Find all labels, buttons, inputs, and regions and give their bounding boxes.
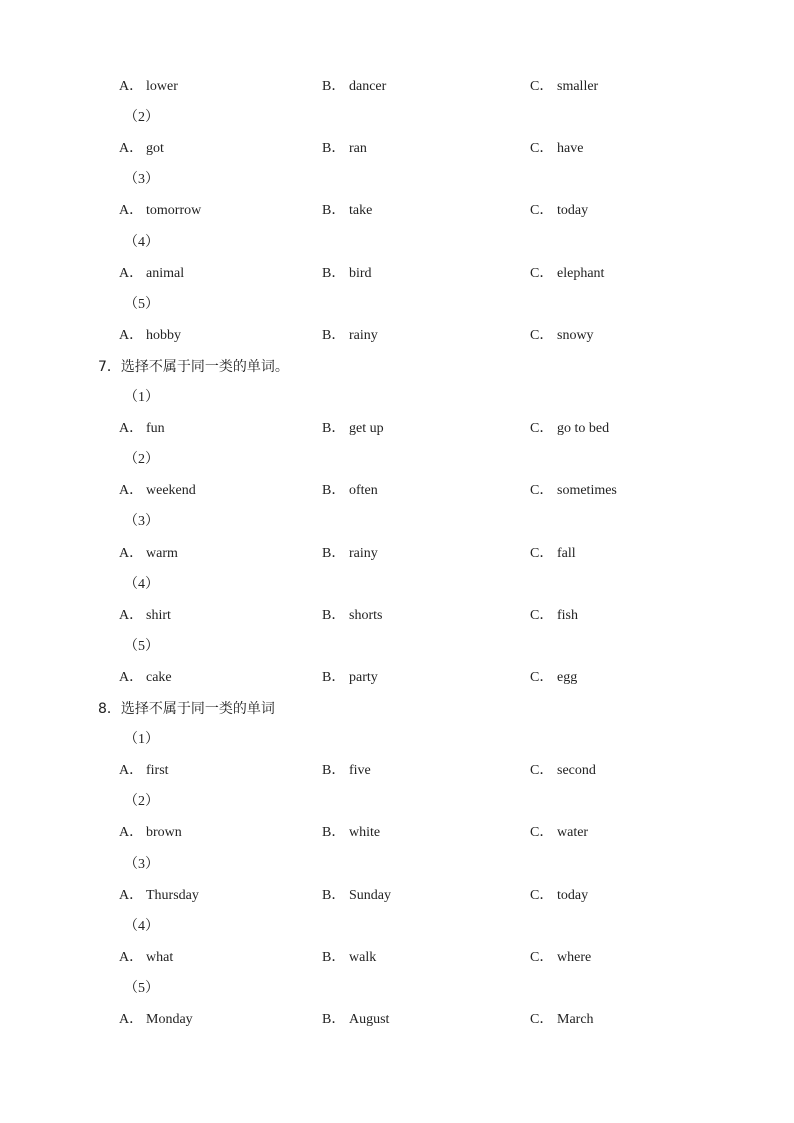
option-letter: A． (119, 203, 144, 219)
option-letter: B． (322, 887, 346, 903)
sub-question-row (0, 294, 794, 316)
option-choice (530, 200, 588, 222)
option-word: party (349, 669, 378, 685)
option-word: weekend (146, 483, 196, 499)
sub-question-number: （1） (124, 390, 159, 405)
option-choice (322, 200, 372, 222)
option-letter: C． (530, 203, 554, 219)
sub-question-row (0, 169, 794, 191)
option-word: August (349, 1012, 390, 1027)
option-letter: C． (530, 949, 554, 965)
option-choice (322, 325, 378, 347)
option-row (0, 667, 794, 689)
option-letter: B． (322, 327, 346, 343)
option-letter: B． (322, 203, 346, 219)
option-choice (119, 138, 164, 160)
option-choice (530, 263, 604, 285)
option-word: warm (146, 545, 178, 561)
option-choice (322, 885, 391, 907)
option-choice (119, 667, 172, 689)
option-row (0, 138, 794, 160)
option-letter: C． (530, 825, 554, 841)
option-letter: C． (530, 607, 554, 623)
option-letter: C． (530, 327, 554, 343)
question-title: 7．选择不属于同一类的单词。 (98, 358, 289, 375)
option-row (0, 760, 794, 782)
option-letter: C． (530, 1012, 554, 1027)
option-word: tomorrow (146, 203, 202, 219)
sub-question-row (0, 387, 794, 409)
option-word: shorts (349, 607, 383, 623)
option-choice (322, 947, 376, 969)
option-letter: C． (530, 887, 554, 903)
option-letter: B． (322, 763, 346, 779)
sub-question-number: （4） (124, 918, 159, 934)
sub-question-row (0, 636, 794, 658)
option-word: today (557, 203, 589, 219)
option-letter: B． (322, 79, 346, 94)
option-choice (530, 885, 588, 907)
option-letter: C． (530, 141, 554, 157)
option-choice (530, 418, 609, 440)
question-title-row (0, 356, 794, 378)
option-row (0, 1009, 794, 1031)
option-word: get up (349, 421, 384, 437)
option-word: Sunday (349, 887, 391, 903)
sub-question-row (0, 916, 794, 938)
option-choice (119, 1009, 193, 1031)
sub-question-number: （2） (124, 452, 159, 468)
sub-question-number: （4） (124, 234, 159, 250)
option-word: ran (349, 141, 367, 157)
option-letter: B． (322, 265, 346, 281)
option-word: white (349, 825, 381, 841)
option-word: often (349, 483, 378, 499)
option-choice (530, 1009, 594, 1031)
option-letter: B． (322, 949, 346, 965)
option-letter: C． (530, 421, 554, 437)
option-word: bird (349, 265, 372, 281)
option-choice (322, 418, 384, 440)
option-letter: C． (530, 669, 554, 685)
option-row (0, 885, 794, 907)
option-choice (322, 263, 372, 285)
option-letter: B． (322, 669, 346, 685)
option-choice (530, 76, 598, 98)
option-choice (119, 543, 178, 565)
option-row (0, 200, 794, 222)
option-choice (530, 947, 591, 969)
option-choice (119, 200, 201, 222)
option-word: where (557, 949, 592, 965)
option-letter: A． (119, 887, 144, 903)
option-word: cake (146, 669, 172, 685)
option-row (0, 325, 794, 347)
option-word: five (349, 763, 371, 779)
option-word: fall (557, 545, 576, 561)
option-choice (119, 760, 169, 782)
option-choice (530, 325, 594, 347)
option-letter: A． (119, 141, 144, 157)
option-choice (119, 325, 181, 347)
option-word: walk (349, 949, 377, 965)
option-word: sometimes (557, 483, 617, 499)
sub-question-row (0, 232, 794, 254)
option-letter: A． (119, 265, 144, 281)
option-word: rainy (349, 327, 378, 343)
option-choice (119, 418, 165, 440)
option-choice (530, 605, 578, 627)
sub-question-number: （1） (124, 732, 159, 748)
option-word: hobby (146, 327, 181, 343)
sub-question-row (0, 729, 794, 751)
option-choice (119, 263, 184, 285)
option-letter: A． (119, 825, 144, 841)
option-word: elephant (557, 265, 605, 281)
option-word: snowy (557, 327, 594, 343)
option-word: March (557, 1012, 594, 1027)
sub-question-row (0, 574, 794, 596)
option-word: water (557, 825, 589, 841)
option-choice (322, 667, 378, 689)
option-choice (322, 822, 380, 844)
sub-question-number: （3） (124, 172, 159, 188)
option-word: first (146, 763, 169, 779)
option-row (0, 480, 794, 502)
option-letter: B． (322, 483, 346, 499)
option-word: fish (557, 607, 578, 623)
option-word: dancer (349, 79, 387, 94)
option-word: have (557, 141, 584, 157)
sub-question-row (0, 449, 794, 471)
option-choice (119, 76, 178, 98)
option-word: Thursday (146, 887, 199, 903)
option-word: today (557, 887, 589, 903)
option-word: egg (557, 669, 578, 685)
option-letter: B． (322, 1012, 346, 1027)
question-title: 8．选择不属于同一类的单词 (98, 701, 275, 717)
option-letter: B． (322, 141, 346, 157)
option-choice (530, 760, 596, 782)
option-letter: C． (530, 545, 554, 561)
sub-question-row (0, 854, 794, 876)
option-row (0, 947, 794, 969)
option-choice (322, 760, 371, 782)
option-choice (530, 543, 576, 565)
option-row (0, 263, 794, 285)
option-row (0, 418, 794, 440)
option-choice (530, 667, 577, 689)
option-letter: A． (119, 79, 144, 94)
option-choice (530, 822, 588, 844)
sub-question-number: （5） (124, 980, 159, 996)
option-letter: C． (530, 763, 554, 779)
option-choice (322, 138, 367, 160)
option-choice (322, 543, 378, 565)
sub-question-number: （3） (124, 514, 159, 530)
option-word: Monday (146, 1012, 193, 1027)
option-word: brown (146, 825, 182, 841)
question-title-row (0, 698, 794, 720)
option-letter: A． (119, 327, 144, 343)
option-letter: A． (119, 421, 144, 437)
option-word: shirt (146, 607, 171, 623)
option-word: fun (146, 421, 165, 437)
sub-question-number: （5） (124, 296, 159, 312)
sub-question-number: （3） (124, 856, 159, 872)
option-letter: A． (119, 483, 144, 499)
option-letter: A． (119, 1012, 144, 1027)
option-word: rainy (349, 545, 378, 561)
option-letter: C． (530, 79, 554, 94)
sub-question-row (0, 511, 794, 533)
sub-question-row (0, 791, 794, 813)
option-letter: B． (322, 421, 346, 437)
sub-question-number: （4） (124, 576, 159, 592)
option-choice (119, 605, 171, 627)
option-choice (119, 480, 196, 502)
option-letter: A． (119, 763, 144, 779)
option-word: second (557, 763, 596, 779)
option-letter: A． (119, 545, 144, 561)
option-letter: B． (322, 825, 346, 841)
option-choice (322, 76, 386, 98)
option-word: take (349, 203, 373, 219)
option-choice (530, 138, 583, 160)
option-letter: A． (119, 949, 144, 965)
option-word: smaller (557, 79, 599, 94)
sub-question-number: （2） (124, 794, 159, 810)
option-row (0, 822, 794, 844)
option-choice (322, 1009, 389, 1031)
option-word: what (146, 949, 174, 965)
option-choice (119, 885, 199, 907)
option-letter: A． (119, 669, 144, 685)
option-row (0, 76, 794, 98)
option-row (0, 605, 794, 627)
sub-question-number: （5） (124, 638, 159, 654)
option-choice (322, 605, 382, 627)
option-word: lower (146, 79, 178, 94)
option-word: animal (146, 265, 185, 281)
option-row (0, 543, 794, 565)
option-choice (322, 480, 378, 502)
option-word: go to bed (557, 421, 610, 437)
sub-question-row (0, 107, 794, 129)
option-letter: B． (322, 607, 346, 623)
option-choice (530, 480, 617, 502)
option-letter: B． (322, 545, 346, 561)
option-word: got (146, 141, 164, 157)
sub-question-number: （2） (124, 110, 159, 126)
option-letter: C． (530, 483, 554, 499)
option-choice (119, 947, 173, 969)
option-choice (119, 822, 182, 844)
option-letter: C． (530, 265, 554, 281)
sub-question-row (0, 978, 794, 1000)
option-letter: A． (119, 607, 144, 623)
